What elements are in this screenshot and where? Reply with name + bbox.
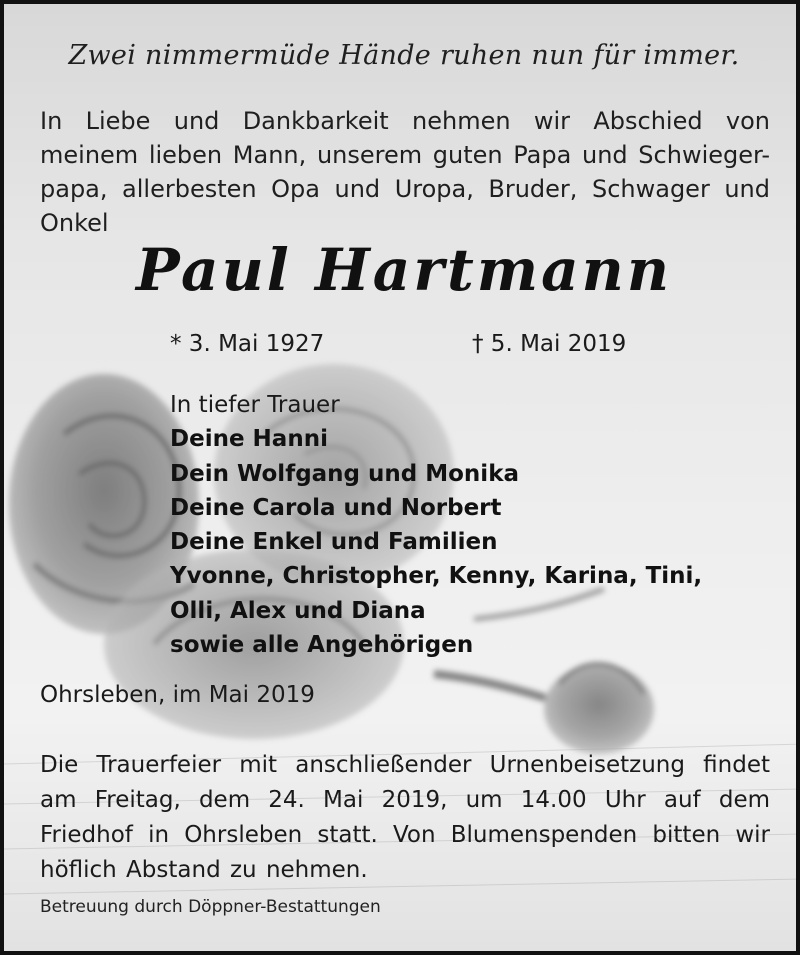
ceremony-line: dem Friedhof in Ohrsleben statt. Von Blumenspenden — [40, 787, 770, 848]
intro-line: In Liebe und Dankbarkeit nehmen wir Abschied von — [40, 107, 770, 135]
ceremony-line: Die Trauerfeier mit anschließender Urnenbeisetzung — [40, 752, 685, 778]
place-date: Ohrsleben, im Mai 2019 — [40, 682, 315, 708]
mourners-lead: In tiefer Trauer — [170, 392, 340, 418]
intro-line: papa, allerbesten Opa und Uropa, Bruder, Schwager und — [40, 175, 770, 203]
mourner-name: Yvonne, Christopher, Kenny, Karina, Tini, — [170, 563, 703, 590]
mourner-name: Dein Wolfgang und Monika — [170, 460, 520, 487]
death-date: † 5. Mai 2019 — [472, 331, 627, 357]
intro-line: meinem lieben Mann, unserem guten Papa und Schwieger- — [40, 141, 770, 169]
mourner-name: Olli, Alex und Diana — [170, 597, 426, 624]
mourner-name: Deine Carola und Norbert — [170, 494, 502, 521]
mourner-name: sowie alle Angehörigen — [170, 632, 474, 659]
ceremony-line: findet am Freitag, dem 24. Mai 2019, um 14.00 Uhr auf — [40, 752, 770, 813]
intro-text — [40, 104, 770, 240]
mourner-name: Deine Hanni — [170, 426, 328, 453]
ceremony-text — [40, 748, 770, 888]
intro-line: Onkel — [40, 209, 109, 237]
motto: Zwei nimmermüde Hände ruhen nun für immer. — [68, 40, 740, 71]
birth-date: * 3. Mai 1927 — [170, 331, 325, 357]
ceremony-line: bitten wir höflich Abstand zu nehmen. — [40, 822, 770, 883]
mourner-name: Deine Enkel und Familien — [170, 529, 498, 556]
mourners-list — [170, 388, 702, 662]
undertaker-credit: Betreuung durch Döppner-Bestattungen — [40, 897, 381, 917]
deceased-name: Paul Hartmann — [135, 236, 673, 304]
